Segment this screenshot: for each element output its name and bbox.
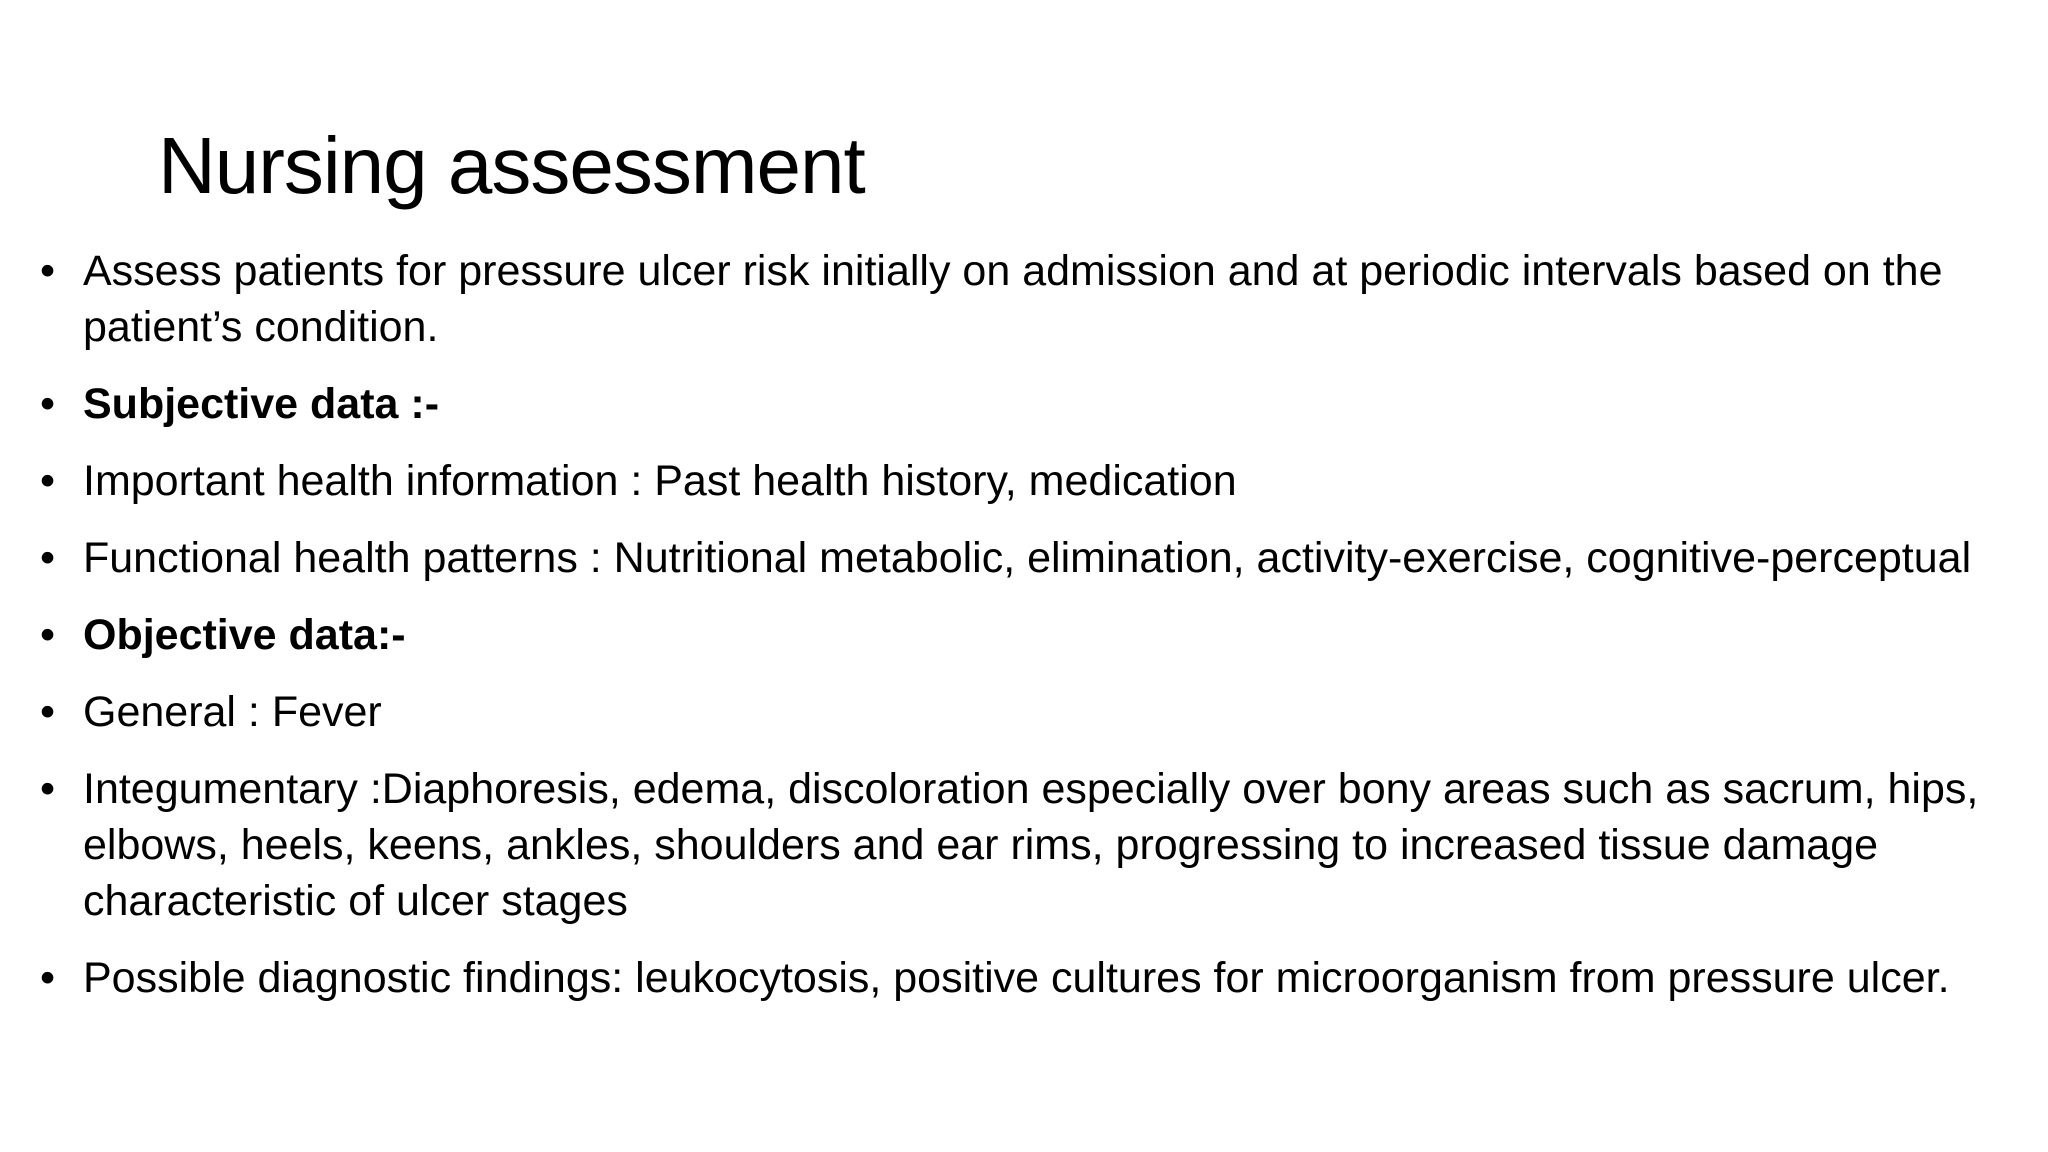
bullet-text: Functional health patterns : Nutritional metabolic, elimination, activity-exercise, cognitive-perceptual [83,534,1972,582]
bullet-dot-icon: • [40,611,56,659]
bullet-dot-icon: • [40,457,56,505]
slide-title: Nursing assessment [158,121,865,210]
bullet-dot-icon: • [40,247,56,295]
bullet-item [40,376,2030,432]
bullet-dot-icon: • [40,688,56,736]
bullet-heading: Subjective data :- [83,380,440,428]
bullet-item [40,684,2030,740]
bullet-text: Important health information : Past health history, medication [83,457,1237,505]
bullet-text: Assess patients for pressure ulcer risk initially on admission and at periodic intervals based on the patient’s condition. [83,247,1943,351]
bullet-item [40,453,2030,509]
bullet-heading: Objective data:- [83,611,406,659]
bullet-text: Possible diagnostic findings: leukocytosis, positive cultures for microorganism from pressure ulcer. [83,954,1950,1002]
bullet-dot-icon: • [40,380,56,428]
bullet-item [40,607,2030,663]
bullet-item [40,243,2030,355]
bullet-dot-icon: • [40,534,56,582]
bullet-text: General : Fever [83,688,382,736]
bullet-item [40,530,2030,586]
bullet-list [40,243,2030,1027]
bullet-text: Integumentary :Diaphoresis, edema, discoloration especially over bony areas such as sacrum, hips, elbows, heels, keens, ankles, shoulders and ear rims, progressing to increased tissue damage characteristic of ulcer stages [83,765,1979,925]
bullet-item [40,950,2030,1006]
bullet-dot-icon: • [40,765,56,813]
bullet-dot-icon: • [40,954,56,1002]
bullet-item [40,761,2030,929]
